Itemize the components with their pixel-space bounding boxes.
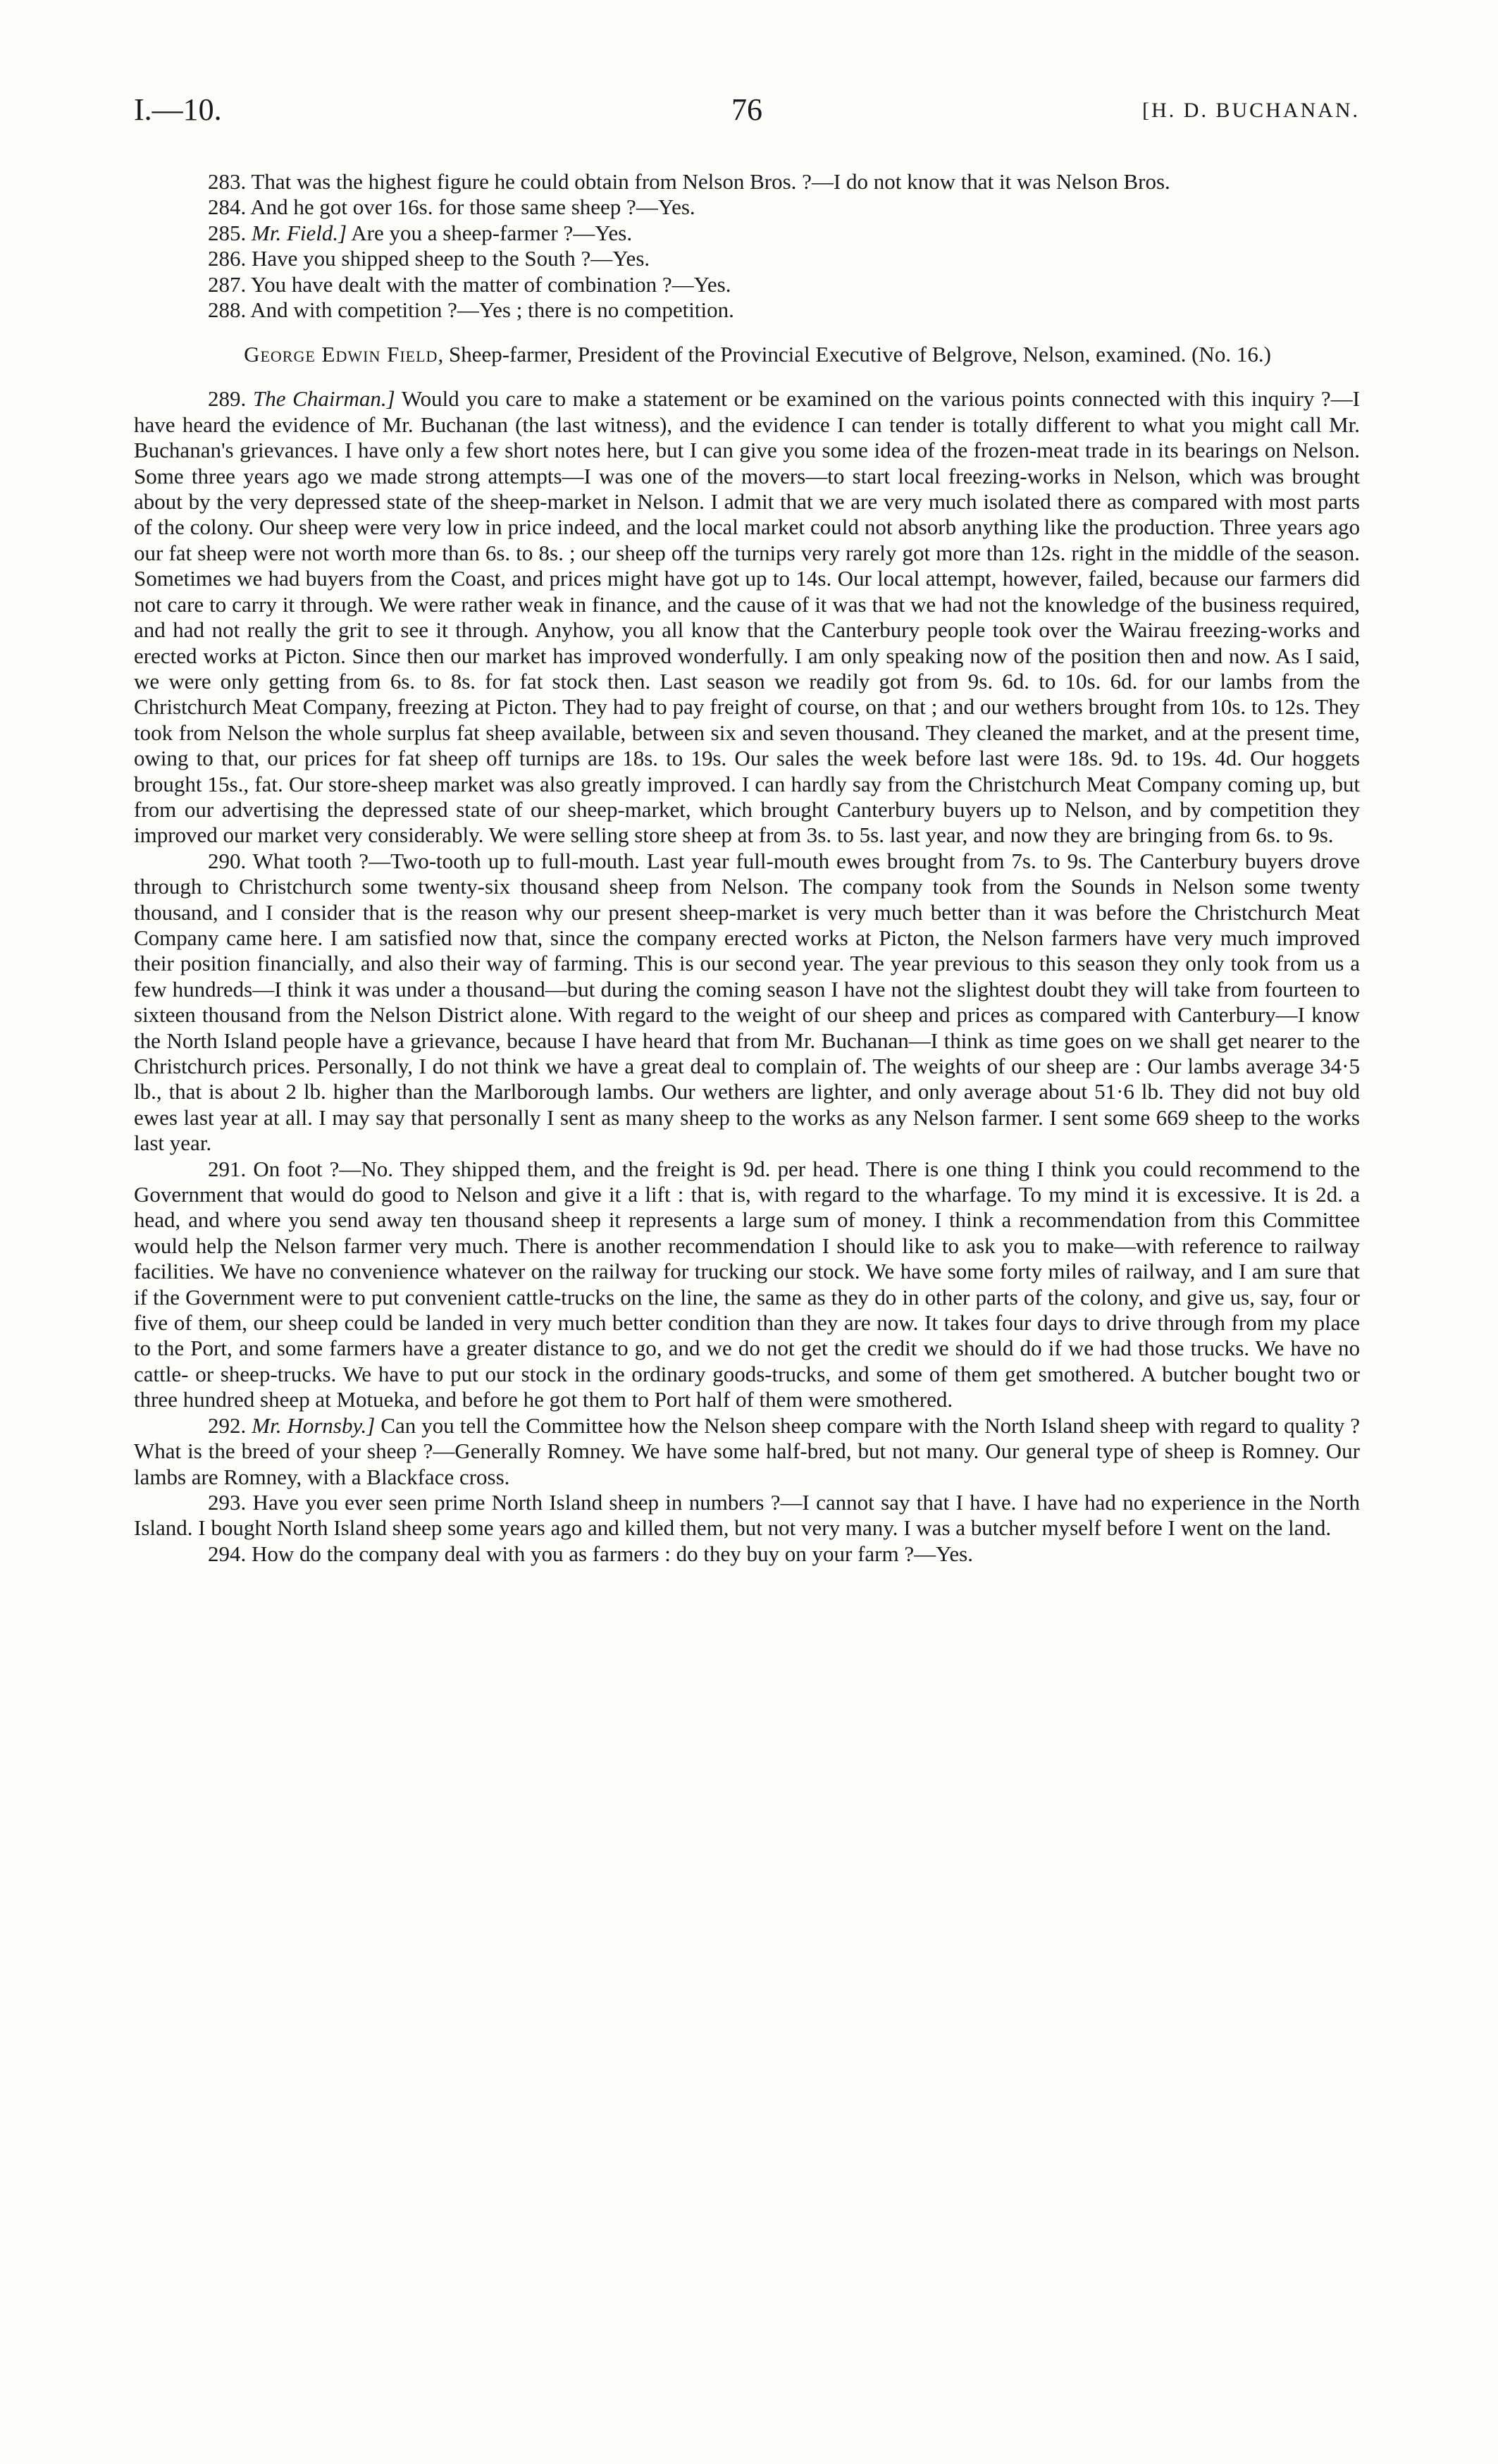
speaker-label: Mr. Hornsby.] — [252, 1412, 376, 1438]
question-292: 292. Mr. Hornsby.] Can you tell the Committee how the Nelson sheep compare with the North Island sheep with regard to quality ? What is the breed of your sheep ?—Generally Romney. We have some half-bred, but not many. Our general type of sheep is Romney. Our lambs are Romney, with a Blackface cross. — [134, 1412, 1361, 1489]
speaker-label: Mr. Field.] — [252, 220, 347, 245]
question-290: 290. What tooth ?—Two-tooth up to full-mouth. Last year full-mouth ewes brought from 7s. to 9s. The Canterbury buyers drove through to Christchurch some twenty-six thousand sheep from Nelson. The company took from the Sounds in Nelson some twenty thousand, and I consider that is the reason why our present sheep-market is very much better than it was before the Christchurch Meat Company came here. I am satisfied now that, since the company erected works at Picton, the Nelson farmers have very much improved their position financially, and also their way of farming. This is our second year. The year previous to this season they only took from us a few hundreds—I think it was under a thousand—but during the coming season I have not the slightest doubt they will take from fourteen to sixteen thousand from the Nelson District alone. With regard to the weight of our sheep and prices as compared with Canterbury—I know the North Island people have a grievance, because I have heard that from Mr. Buchanan—I think as time goes on we shall get nearer to the Christchurch prices. Personally, I do not think we have a great deal to complain of. The weights of our sheep are : Our lambs average 34·5 lb., that is about 2 lb. higher than the Marlborough lambs. Our wethers are lighter, and only average about 51·6 lb. They did not buy old ewes last year at all. I may say that personally I sent as many sheep to the works as any Nelson farmer. I sent some 669 sheep to the works last year. — [134, 848, 1360, 1156]
paper-reference: I.—10. — [134, 92, 222, 127]
question-289: 289. The Chairman.] Would you care to make a statement or be examined on the various points connected with this inquiry ?—I have heard the evidence of Mr. Buchanan (the last witness), and the evidence I can tender is totally different to what you might call Mr. Buchanan's grievances. I have only a few short notes here, but I can give you some idea of the frozen-meat trade in its bearings on Nelson. Some three years ago we made strong attempts—I was one of the movers—to start local freezing-works in Nelson, which was brought about by the very depressed state of the sheep-market in Nelson. I admit that we are very much isolated there as compared with most parts of the colony. Our sheep were very low in price indeed, and the local market could not absorb anything like the production. Three years ago our fat sheep were not worth more than 6s. to 8s. ; our sheep off the turnips very rarely got more than 12s. right in the middle of the season. Sometimes we had buyers from the Coast, and prices might have got up to 14s. Our local attempt, however, failed, because our farmers did not care to carry it through. We were rather weak in finance, and the cause of it was that we had not the knowledge of the business required, and had not really the grit to see it through. Anyhow, you all know that the Canterbury people took over the Wairau freezing-works and erected works at Picton. Since then our market has improved wonderfully. I am only speaking now of the position then and now. As I said, we were only getting from 6s. to 8s. for fat stock then. Last season we readily got from 9s. 6d. to 10s. 6d. for our lambs from the Christchurch Meat Company, freezing at Picton. They had to pay freight of course, on that ; and our wethers brought from 10s. to 12s. They took from Nelson the whole surplus fat sheep available, between six and seven thousand. They cleaned the market, and at the present time, owing to that, our prices for fat sheep off turnips are 18s. to 19s. Our sales the week before last were 18s. 9d. to 19s. 4d. Our hoggets brought 15s., fat. Our store-sheep market was also greatly improved. I can hardly say from the Christchurch Meat Company coming up, but from our advertising the depressed state of our sheep-market, which brought Canterbury buyers up to Nelson, and by competition they improved our market very considerably. We were selling store sheep at from 3s. to 5s. last year, and now they are bringing from 6s. to 9s. — [134, 386, 1360, 848]
page-header — [134, 92, 1360, 134]
witness-heading — [155, 341, 1360, 368]
question-291: 291. On foot ?—No. They shipped them, and the freight is 9d. per head. There is one thing I think you could recommend to the Government that would do good to Nelson and give it a lift : that is, with regard to the wharfage. To my mind it is excessive. It is 2d. a head, and where you send away ten thousand sheep it represents a large sum of money. I think a recommendation from this Committee would help the Nelson farmer very much. There is another recommendation I should like to ask you to make—with reference to railway facilities. We have no convenience whatever on the railway for trucking our stock. We have some forty miles of railway, and I am sure that if the Government were to put convenient cattle-trucks on the line, the same as they do in other parts of the colony, and give us, say, four or five of them, our sheep could be landed in very much better condition than they are now. It takes four days to drive through from my place to the Port, and some farmers have a greater distance to go, and we do not get the credit we should do if we had those trucks. We have no cattle- or sheep-trucks. We have to put our stock in the ordinary goods-trucks, and some of them get smothered. A butcher bought two or three hundred sheep at Motueka, and before he got them to Port half of them were smothered. — [134, 1156, 1360, 1412]
question-285: 285. Mr. Field.] Are you a sheep-farmer ?—Yes. — [208, 220, 633, 245]
question-286: 286. Have you shipped sheep to the South ?—Yes. — [208, 246, 650, 271]
question-294: 294. How do the company deal with you as farmers : do they buy on your farm ?—Yes. — [208, 1541, 973, 1566]
question-287: 287. You have dealt with the matter of combination ?—Yes. — [208, 271, 731, 297]
question-283: 283. That was the highest figure he could obtain from Nelson Bros. ?—I do not know that it was Nelson Bros. — [208, 169, 1170, 194]
witness-name: George Edwin Field — [244, 342, 438, 367]
question-284: 284. And he got over 16s. for those same sheep ?—Yes. — [208, 195, 695, 220]
witness-running-head: [H. D. BUCHANAN. — [1142, 99, 1360, 122]
document-body — [134, 169, 1361, 1567]
speaker-label: The Chairman.] — [252, 386, 395, 412]
question-288: 288. And with competition ?—Yes ; there is no competition. — [208, 297, 734, 323]
page-number: 76 — [731, 92, 762, 127]
question-293: 293. Have you ever seen prime North Island sheep in numbers ?—I cannot say that I have. I have had no experience in the North Island. I bought North Island sheep some years ago and killed them, but not very many. I was a butcher myself before I went on the land. — [134, 1489, 1360, 1541]
witness-description: , Sheep-farmer, President of the Provincial Executive of Belgrove, Nelson, examined. (No. 16.) — [438, 342, 1271, 367]
